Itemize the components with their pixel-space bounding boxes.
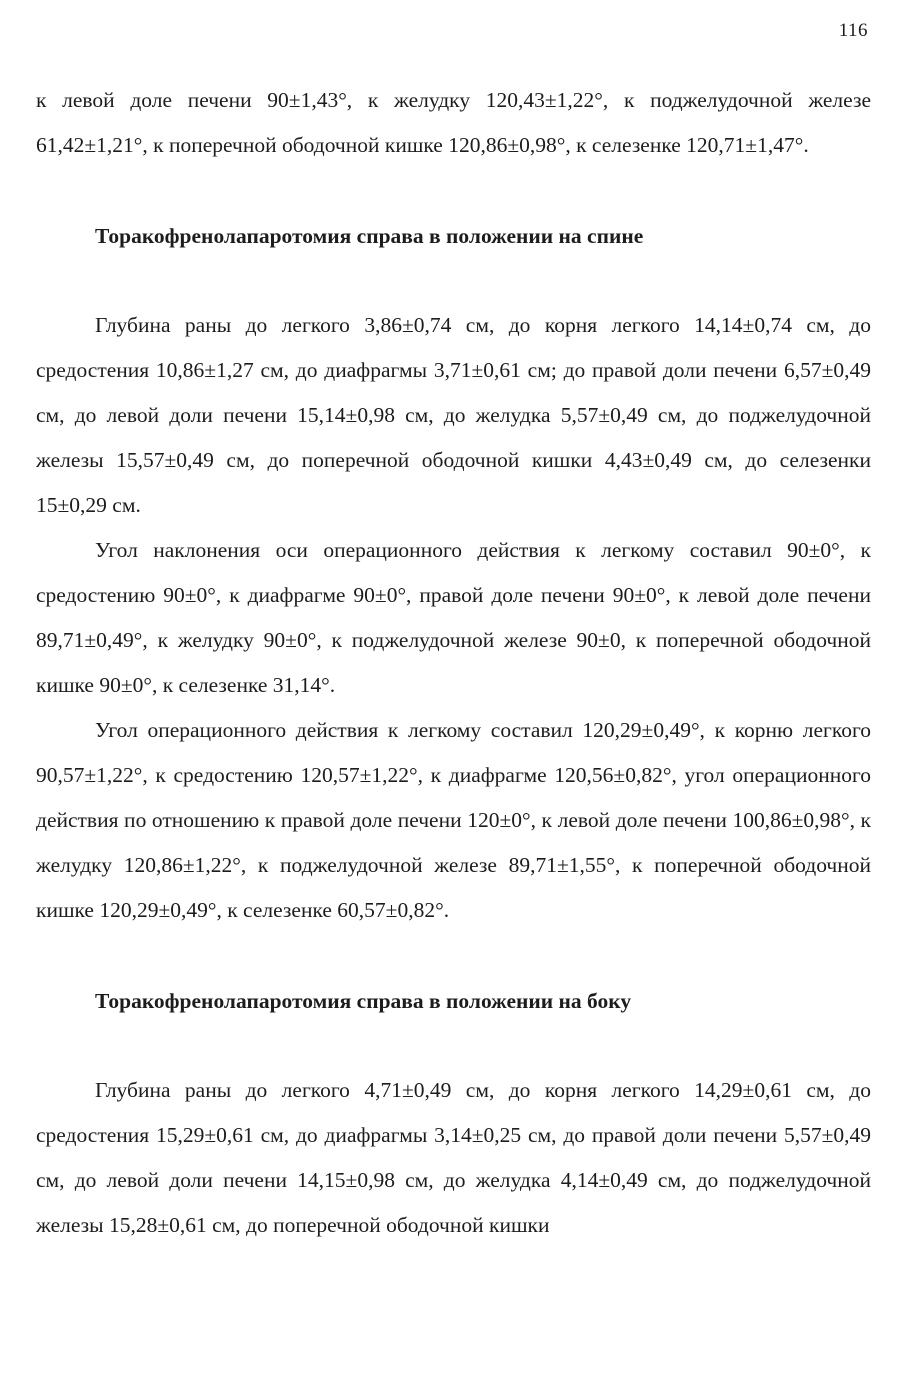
paragraph-continuation: к левой доле печени 90±1,43°, к желудку 120,43±1,22°, к поджелудочной железе 61,42±1,21°, к поперечной ободочной кишке 120,86±0,98°, к селезенке 120,71±1,47°. — [36, 88, 871, 157]
document-body — [36, 78, 871, 1248]
paragraph-inclination-angle-supine: Угол наклонения оси операционного действия к легкому составил 90±0°, к средостению 90±0°, к диафрагме 90±0°, правой доле печени 90±0°, к левой доле печени 89,71±0,49°, к желудку 90±0°, к поджелудочной железе 90±0, к поперечной ободочной кишке 90±0°, к селезенке 31,14°. — [36, 538, 871, 697]
paragraph-wound-depth-lateral: Глубина раны до легкого 4,71±0,49 см, до корня легкого 14,29±0,61 см, до средостения 15,29±0,61 см, до диафрагмы 3,14±0,25 см, до правой доли печени 5,57±0,49 см, до левой доли печени 14,15±0,98 см, до желудка 4,14±0,49 см, до поджелудочной железы 15,28±0,61 см, до поперечной ободочной кишки — [36, 1078, 871, 1237]
section-heading-supine: Торакофренолапаротомия справа в положении на спине — [95, 224, 644, 248]
page-number: 116 — [838, 20, 868, 41]
paragraph-wound-depth-supine: Глубина раны до легкого 3,86±0,74 см, до корня легкого 14,14±0,74 см, до средостения 10,86±1,27 см, до диафрагмы 3,71±0,61 см; до правой доли печени 6,57±0,49 см, до левой доли печени 15,14±0,98 см, до желудка 5,57±0,49 см, до поджелудочной железы 15,57±0,49 см, до поперечной ободочной кишки 4,43±0,49 см, до селезенки 15±0,29 см. — [36, 313, 871, 517]
paragraph-operative-angle-supine: Угол операционного действия к легкому составил 120,29±0,49°, к корню легкого 90,57±1,22°, к средостению 120,57±1,22°, к диафрагме 120,56±0,82°, угол операционного действия по отношению к правой доле печени 120±0°, к левой доле печени 100,86±0,98°, к желудку 120,86±1,22°, к поджелудочной железе 89,71±1,55°, к поперечной ободочной кишке 120,29±0,49°, к селезенке 60,57±0,82°. — [36, 718, 871, 922]
section-heading-lateral: Торакофренолапаротомия справа в положении на боку — [95, 989, 632, 1013]
